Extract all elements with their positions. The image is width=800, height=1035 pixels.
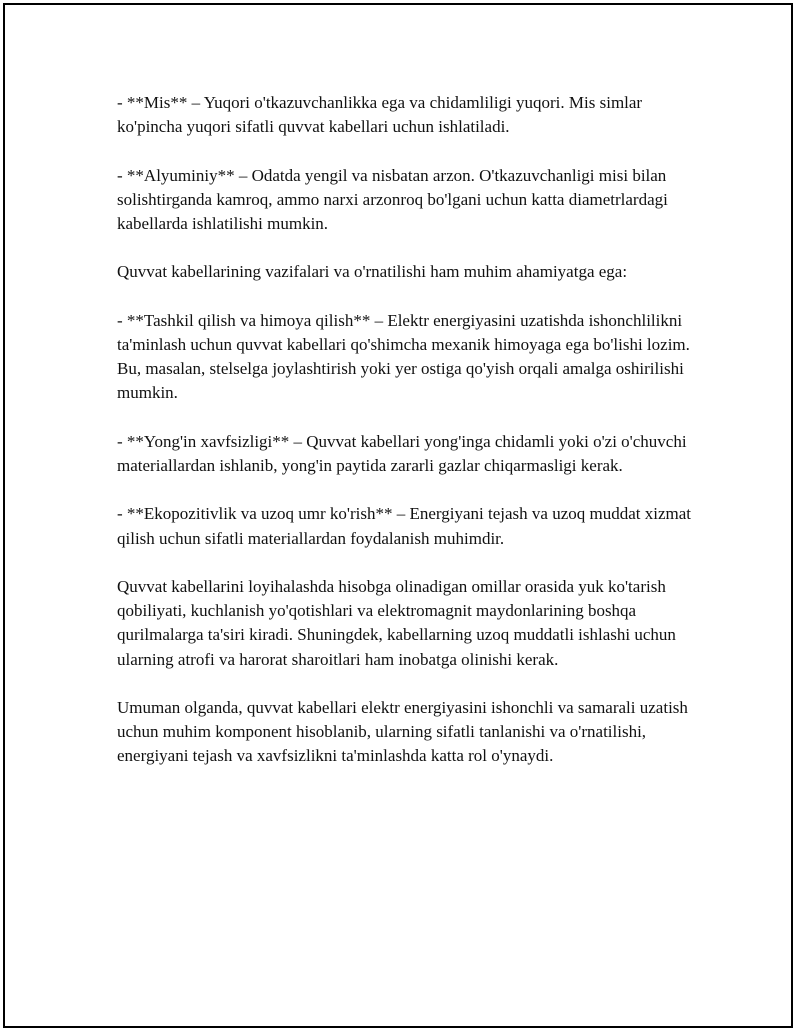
- paragraph-conclusion: Umuman olganda, quvvat kabellari elektr energiyasini ishonchli va samarali uzatish uchun muhim komponent hisoblanib, ularning sifatli tanlanishi va o'rnatilishi, energiyani tejash va xavfsizlikni ta'minlashda katta rol o'ynaydi.: [117, 697, 688, 766]
- paragraph-mis: - **Mis** – Yuqori o'tkazuvchanlikka ega va chidamliligi yuqori. Mis simlar ko'pincha yuqori sifatli quvvat kabellari uchun ishlatiladi.: [117, 93, 643, 137]
- paragraph-alyuminiy: - **Alyuminiy** – Odatda yengil va nisbatan arzon. O'tkazuvchanligi misi bilan solishtirganda kamroq, ammo narxi arzonroq bo'lgani uchun katta diametrlardagi kabellarda ishlatilishi mumkin.: [117, 165, 668, 233]
- paragraph-design-factors: Quvvat kabellarini loyihalashda hisobga olinadigan omillar orasida yuk ko'tarish qobiliyati, kuchlanish yo'qotishlari va elektromagnit maydonlarining boshqa qurilmalarga ta'siri kiradi. Shuningdek, kabellarning uzoq muddatli ishlashi uchun ularning atrofi va harorat sharoitlari ham inobatga olinishi kerak.: [117, 576, 676, 669]
- paragraph-tashkil: - **Tashkil qilish va himoya qilish** – Elektr energiyasini uzatishda ishonchlilikni ta'minlash uchun quvvat kabellari qo'shimcha mexanik himoyaga ega bo'lishi lozim. Bu, masalan, stelselga joylashtirish yoki yer ostiga qo'yish orqali amalga oshirilishi mumkin.: [117, 310, 690, 403]
- document-body: [117, 91, 697, 769]
- paragraph-intro-functions: Quvvat kabellarining vazifalari va o'rnatilishi ham muhim ahamiyatga ega:: [117, 262, 628, 282]
- paragraph-ekopozitivlik: - **Ekopozitivlik va uzoq umr ko'rish** – Energiyani tejash va uzoq muddat xizmat qilish uchun sifatli materiallardan foydalanish muhimdir.: [117, 504, 692, 548]
- paragraph-yongin: - **Yong'in xavfsizligi** – Quvvat kabellari yong'inga chidamli yoki o'zi o'chuvchi materiallardan ishlanib, yong'in paytida zararli gazlar chiqarmasligi kerak.: [117, 431, 687, 475]
